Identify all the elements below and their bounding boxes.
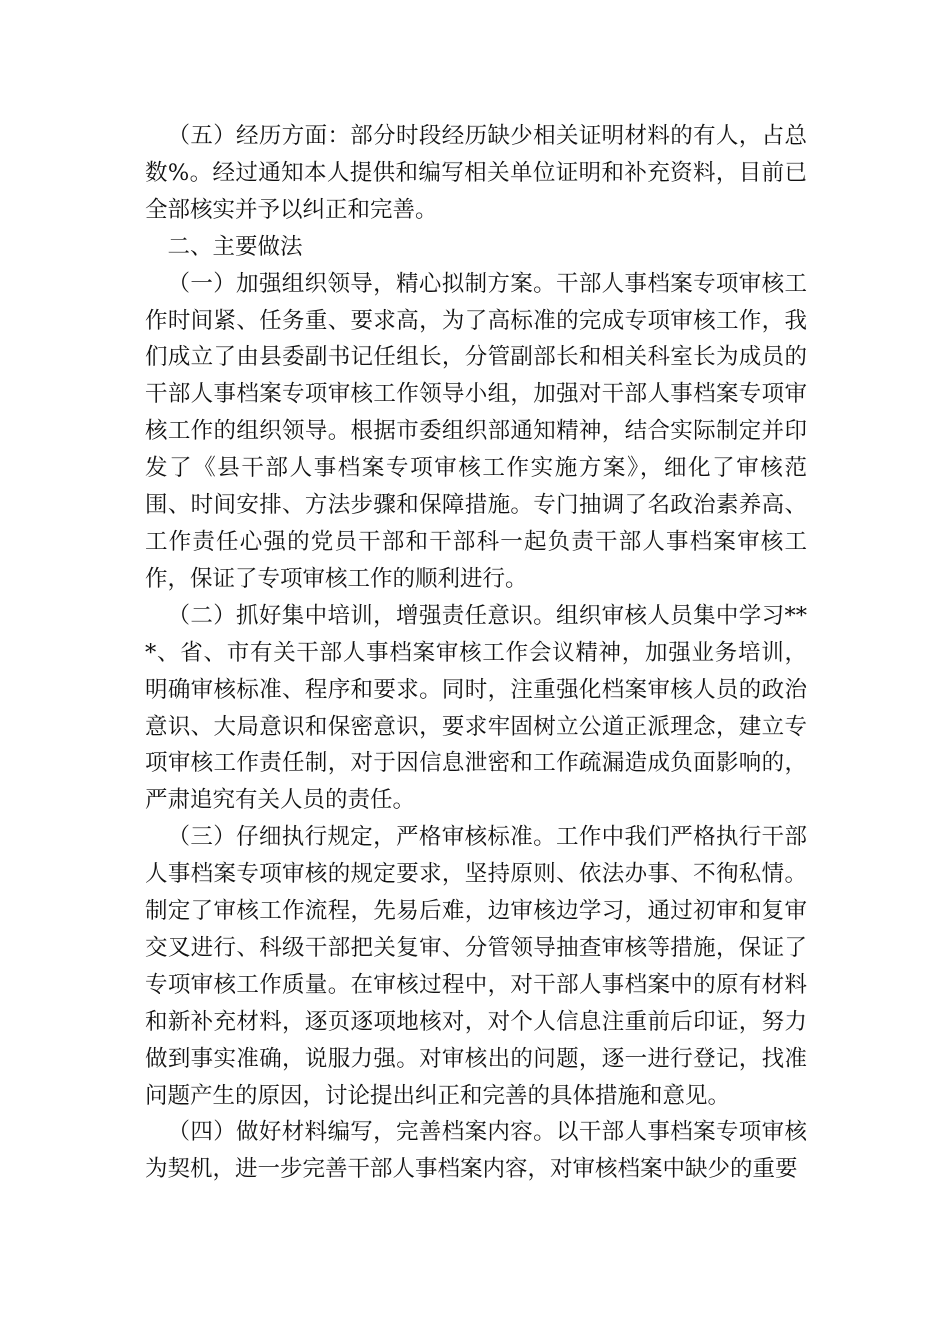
section-heading-main-practices: 二、主要做法 xyxy=(167,233,303,260)
paragraph-training: （二）抓好集中培训，增强责任意识。组织审核人员集中学习***、省、市有关干部人事档案审核工作会议精神，加强业务培训，明确审核标准、程序和要求。同时，注重强化档案审核人员的政治意识、大局意识和保密意识，要求牢固树立公道正派理念，建立专项审核工作责任制，对于因信息泄密和工作疏漏造成负面影响的，严肃追究有关人员的责任。 xyxy=(145,602,807,814)
document-body xyxy=(145,118,807,1188)
paragraph-materials: （四）做好材料编写，完善档案内容。以干部人事档案专项审核为契机，进一步完善干部人事档案内容，对审核档案中缺少的重要 xyxy=(145,1119,807,1183)
paragraph-leadership: （一）加强组织领导，精心拟制方案。干部人事档案专项审核工作时间紧、任务重、要求高，为了高标准的完成专项审核工作，我们成立了由县委副书记任组长，分管副部长和相关科室长为成员的干部人事档案专项审核工作领导小组，加强对干部人事档案专项审核工作的组织领导。根据市委组织部通知精神，结合实际制定并印发了《县干部人事档案专项审核工作实施方案》，细化了审核范围、时间安排、方法步骤和保障措施。专门抽调了名政治素养高、工作责任心强的党员干部和干部科一起负责干部人事档案审核工作，保证了专项审核工作的顺利进行。 xyxy=(145,270,807,592)
paragraph-standards: （三）仔细执行规定，严格审核标准。工作中我们严格执行干部人事档案专项审核的规定要求，坚持原则、依法办事、不徇私情。制定了审核工作流程，先易后难，边审核边学习，通过初审和复审交叉进行、科级干部把关复审、分管领导抽查审核等措施，保证了专项审核工作质量。在审核过程中，对干部人事档案中的原有材料和新补充材料，逐页逐项地核对，对个人信息注重前后印证，努力做到事实准确，说服力强。对审核出的问题，逐一进行登记，找准问题产生的原因，讨论提出纠正和完善的具体措施和意见。 xyxy=(145,824,807,1109)
paragraph-experience: （五）经历方面：部分时段经历缺少相关证明材料的有人，占总数%。经过通知本人提供和编写相关单位证明和补充资料，目前已全部核实并予以纠正和完善。 xyxy=(145,123,807,223)
